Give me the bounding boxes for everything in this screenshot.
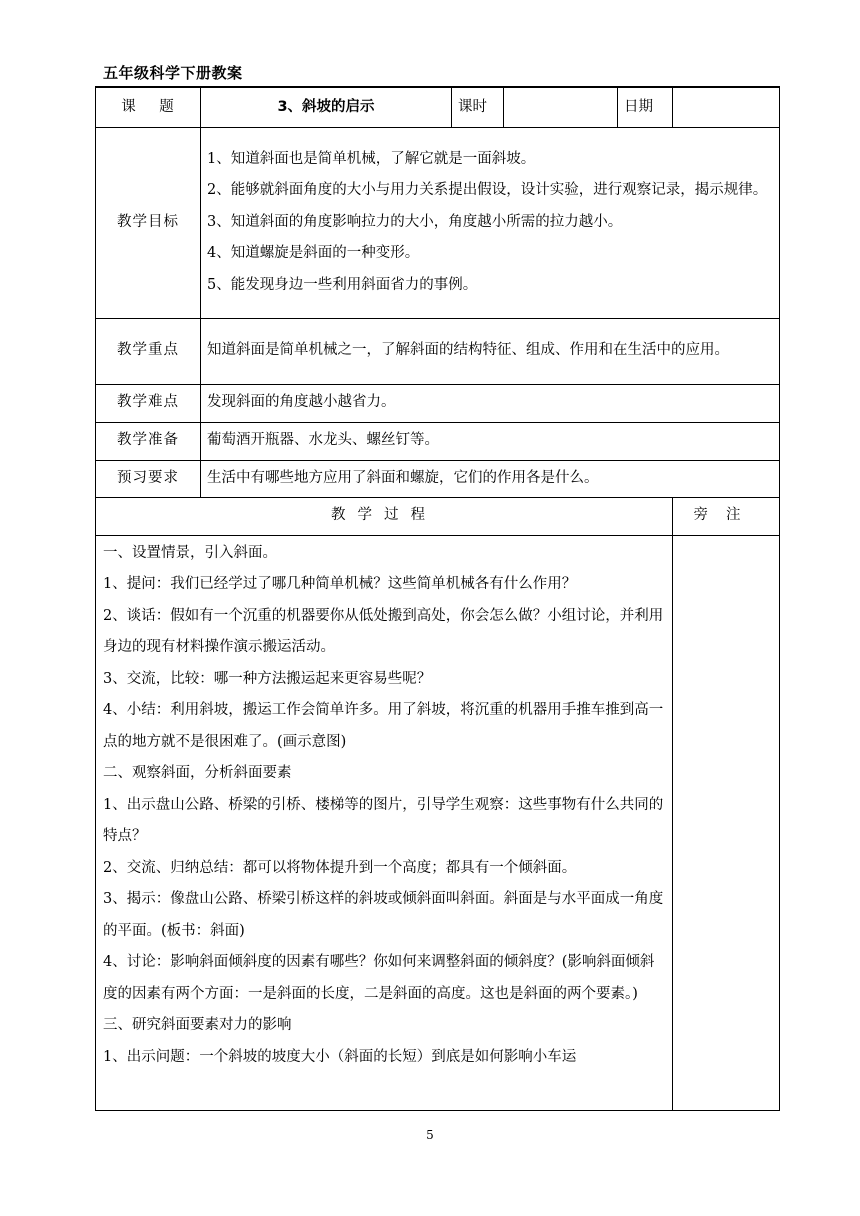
period-value [504, 87, 618, 127]
objective-item: 3、知道斜面的角度影响拉力的大小，角度越小所需的拉力越小。 [207, 213, 623, 230]
process-paragraph: 二、观察斜面，分析斜面要素 [103, 765, 292, 781]
topic-row [96, 87, 780, 127]
difficulty-row [96, 384, 780, 422]
difficulty-label: 教学难点 [96, 384, 201, 422]
process-paragraph: 一、设置情景，引入斜面。 [103, 544, 277, 561]
process-paragraph: 1、出示盘山公路、桥梁的引桥、楼梯等的图片，引导学生观察：这些事物有什么共同的特点？ [103, 796, 664, 844]
preview-label: 预习要求 [96, 460, 201, 497]
key-point-label: 教学重点 [96, 318, 201, 384]
objective-item: 4、知道螺旋是斜面的一种变形。 [207, 245, 420, 262]
period-label: 课时 [452, 87, 504, 127]
date-value [673, 87, 780, 127]
objectives-row [96, 127, 780, 318]
difficulty-text: 发现斜面的角度越小越省力。 [201, 384, 780, 422]
process-row [96, 535, 780, 1110]
preview-text: 生活中有哪些地方应用了斜面和螺旋，它们的作用各是什么。 [201, 460, 780, 497]
page-number: 5 [426, 1128, 434, 1142]
objective-item: 2、能够就斜面角度的大小与用力关系提出假设，设计实验，进行观察记录，揭示规律。 [207, 182, 768, 199]
process-paragraph: 2、谈话：假如有一个沉重的机器要你从低处搬到高处，你会怎么做？小组讨论，并利用身边的现有材料操作演示搬运活动。 [103, 607, 664, 655]
side-notes-cell [673, 535, 780, 1110]
preparation-label: 教学准备 [96, 422, 201, 460]
topic-label: 课 题 [96, 87, 201, 127]
preparation-row [96, 422, 780, 460]
objectives-content [201, 127, 780, 318]
preparation-text: 葡萄酒开瓶器、水龙头、螺丝钉等。 [201, 422, 780, 460]
key-point-row [96, 318, 780, 384]
process-paragraph: 4、小结：利用斜坡，搬运工作会简单许多。用了斜坡，将沉重的机器用手推车推到高一点的地方就不是很困难了。(画示意图) [103, 702, 664, 750]
process-header: 教学过程 [96, 497, 673, 535]
document-header-title: 五年级科学下册教案 [103, 64, 243, 82]
process-content [96, 535, 673, 1110]
objective-item: 1、知道斜面也是简单机械，了解它就是一面斜坡。 [207, 150, 536, 167]
date-label: 日期 [618, 87, 673, 127]
key-point-text: 知道斜面是简单机械之一，了解斜面的结构特征、组成、作用和在生活中的应用。 [201, 318, 780, 384]
process-header-row [96, 497, 780, 535]
process-paragraph: 1、出示问题：一个斜坡的坡度大小（斜面的长短）到底是如何影响小车运 [103, 1048, 577, 1065]
process-paragraph: 4、讨论：影响斜面倾斜度的因素有哪些？你如何来调整斜面的倾斜度？(影响斜面倾斜度的因素有两个方面：一是斜面的长度，二是斜面的高度。这也是斜面的两个要素。) [103, 954, 655, 1002]
objectives-label: 教学目标 [96, 127, 201, 318]
process-paragraph: 3、交流，比较：哪一种方法搬运起来更容易些呢？ [103, 670, 432, 687]
side-notes-header: 旁注 [673, 497, 780, 535]
process-paragraph: 2、交流、归纳总结：都可以将物体提升到一个高度；都具有一个倾斜面。 [103, 859, 577, 876]
process-paragraph: 三、研究斜面要素对力的影响 [103, 1017, 292, 1033]
process-paragraph: 3、揭示：像盘山公路、桥梁引桥这样的斜坡或倾斜面叫斜面。斜面是与水平面成一角度的平面。(板书：斜面) [103, 891, 664, 939]
process-paragraph: 1、提问：我们已经学过了哪几种简单机械？这些简单机械各有什么作用？ [103, 576, 577, 592]
preview-row [96, 460, 780, 497]
objective-item: 5、能发现身边一些利用斜面省力的事例。 [207, 276, 478, 293]
lesson-plan-table [95, 86, 780, 1111]
lesson-title: 3、斜坡的启示 [201, 87, 452, 127]
